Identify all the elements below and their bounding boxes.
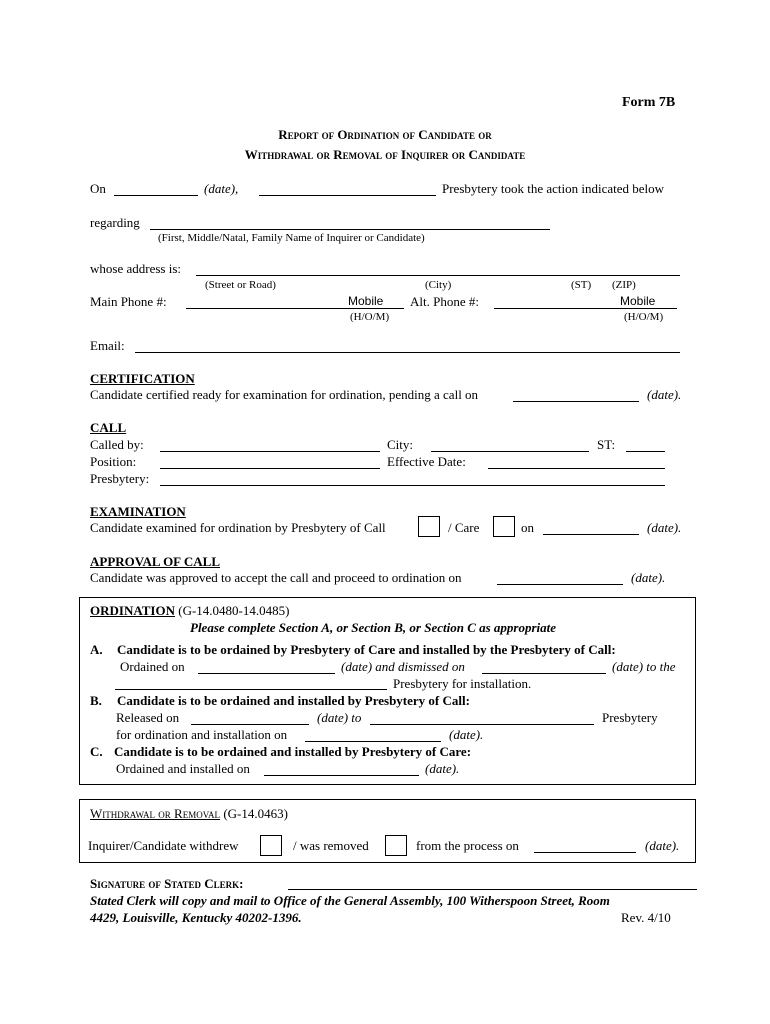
name-hint: (First, Middle/Natal, Family Name of Inquirer or Candidate) — [158, 232, 425, 244]
address-field[interactable] — [196, 275, 680, 276]
form-title-line2: Withdrawal or Removal of Inquirer or Candidate — [244, 147, 526, 162]
approval-date-label: (date). — [631, 570, 666, 585]
presbytery-name-field[interactable] — [259, 195, 436, 196]
zip-hint: (ZIP) — [612, 279, 636, 291]
was-removed-label: / was removed — [293, 838, 369, 853]
call-city-label: City: — [387, 437, 414, 452]
section-b-label: B. — [90, 693, 102, 708]
section-c-date-field[interactable] — [264, 775, 419, 776]
alt-phone-mobile-hint: Mobile — [620, 294, 656, 308]
action-date-field[interactable] — [114, 195, 198, 196]
call-state-field[interactable] — [626, 451, 665, 452]
ordination-heading-row — [90, 604, 289, 617]
ordination-reference: (G-14.0480-14.0485) — [178, 603, 290, 618]
alt-phone-type-hint: (H/O/M) — [624, 311, 664, 323]
examination-on-label: on — [521, 520, 534, 535]
presbytery-action-text: Presbytery took the action indicated below — [442, 181, 665, 196]
section-a-dismissed-date-field[interactable] — [482, 673, 606, 674]
removed-checkbox[interactable] — [385, 835, 407, 856]
called-by-field[interactable] — [160, 451, 380, 452]
call-presbytery-label: Presbytery: — [90, 471, 150, 486]
effective-date-label: Effective Date: — [387, 454, 466, 469]
withdrawal-heading: Withdrawal or Removal — [90, 806, 221, 821]
withdrawal-text: Inquirer/Candidate withdrew — [88, 838, 239, 853]
email-label: Email: — [90, 338, 125, 353]
on-label: On — [90, 181, 106, 196]
approval-text: Candidate was approved to accept the call and proceed to ordination on — [90, 570, 462, 585]
from-process-label: from the process on — [416, 838, 519, 853]
section-a-installation-label: Presbytery for installation. — [393, 676, 532, 691]
effective-date-field[interactable] — [488, 468, 665, 469]
certification-heading: CERTIFICATION — [90, 371, 195, 386]
section-a-ordained-on-label: Ordained on — [120, 659, 185, 674]
signature-label: Signature of Stated Clerk: — [90, 876, 244, 891]
call-heading: CALL — [90, 420, 127, 435]
regarding-label: regarding — [90, 215, 140, 230]
mailing-instruction-line1: Stated Clerk will copy and mail to Office of the General Assembly, 100 Witherspoon Street, Room — [90, 893, 610, 908]
ordination-heading: ORDINATION — [90, 603, 175, 618]
withdrew-checkbox[interactable] — [260, 835, 282, 856]
section-b-for-ordination-label: for ordination and installation on — [116, 727, 288, 742]
form-number: Form 7B — [622, 95, 676, 110]
approval-heading: APPROVAL OF CALL — [90, 554, 221, 569]
section-a-dismissed-label: (date) and dismissed on — [341, 659, 465, 674]
section-b-presbytery-label: Presbytery — [602, 710, 658, 725]
candidate-name-field[interactable] — [150, 229, 550, 230]
approval-date-field[interactable] — [497, 584, 623, 585]
section-a-presbytery-field[interactable] — [115, 689, 387, 690]
ordination-instruction: Please complete Section A, or Section B, or Section C as appropriate — [190, 620, 557, 635]
section-a-text: Candidate is to be ordained by Presbytery of Care and installed by the Presbytery of Call: — [117, 642, 616, 657]
section-b-date-label: (date). — [449, 727, 484, 742]
section-b-text: Candidate is to be ordained and installed by Presbytery of Call: — [117, 693, 470, 708]
position-label: Position: — [90, 454, 137, 469]
called-by-label: Called by: — [90, 437, 144, 452]
main-phone-label: Main Phone #: — [90, 294, 167, 309]
section-a-to-the-label: (date) to the — [612, 659, 676, 674]
examination-call-checkbox[interactable] — [418, 516, 440, 537]
section-b-to-label: (date) to — [317, 710, 362, 725]
mailing-instruction-line2: 4429, Louisville, Kentucky 40202-1396. — [90, 910, 302, 925]
email-field[interactable] — [135, 352, 680, 353]
section-c-text: Candidate is to be ordained and installed by Presbytery of Care: — [114, 744, 472, 759]
examination-date-field[interactable] — [543, 534, 639, 535]
main-phone-type-hint: (H/O/M) — [350, 311, 390, 323]
alt-phone-label: Alt. Phone #: — [410, 294, 479, 309]
call-presbytery-field[interactable] — [160, 485, 665, 486]
withdrawal-heading-row — [90, 807, 288, 820]
city-hint: (City) — [425, 279, 452, 291]
section-c-ordained-label: Ordained and installed on — [116, 761, 250, 776]
examination-care-checkbox[interactable] — [493, 516, 515, 537]
section-a-label: A. — [90, 642, 103, 657]
withdrawal-date-field[interactable] — [534, 852, 636, 853]
section-a-ordained-date-field[interactable] — [198, 673, 335, 674]
withdrawal-reference: (G-14.0463) — [223, 806, 288, 821]
examination-text: Candidate examined for ordination by Presbytery of Call — [90, 520, 386, 535]
section-c-date-label: (date). — [425, 761, 460, 776]
revision-label: Rev. 4/10 — [621, 910, 671, 925]
state-hint: (ST) — [571, 279, 592, 291]
examination-heading: EXAMINATION — [90, 504, 186, 519]
section-b-released-date-field[interactable] — [191, 724, 309, 725]
signature-field[interactable] — [288, 889, 697, 890]
alt-phone-field[interactable] — [494, 308, 677, 309]
section-b-ordination-date-field[interactable] — [305, 741, 441, 742]
street-hint: (Street or Road) — [205, 279, 276, 291]
certification-text: Candidate certified ready for examination for ordination, pending a call on — [90, 387, 479, 402]
address-label: whose address is: — [90, 261, 181, 276]
section-b-presbytery-field[interactable] — [370, 724, 594, 725]
certification-date-field[interactable] — [513, 401, 639, 402]
call-state-label: ST: — [597, 437, 616, 452]
main-phone-mobile-hint: Mobile — [348, 294, 384, 308]
examination-care-label: / Care — [448, 520, 480, 535]
examination-date-label: (date). — [647, 520, 682, 535]
withdrawal-date-label: (date). — [645, 838, 680, 853]
main-phone-field[interactable] — [186, 308, 404, 309]
form-title-line1: Report of Ordination of Candidate or — [278, 127, 492, 142]
call-city-field[interactable] — [431, 451, 589, 452]
date-label: (date), — [204, 181, 239, 196]
certification-date-label: (date). — [647, 387, 682, 402]
position-field[interactable] — [160, 468, 380, 469]
section-c-label: C. — [90, 744, 103, 759]
section-b-released-label: Released on — [116, 710, 180, 725]
